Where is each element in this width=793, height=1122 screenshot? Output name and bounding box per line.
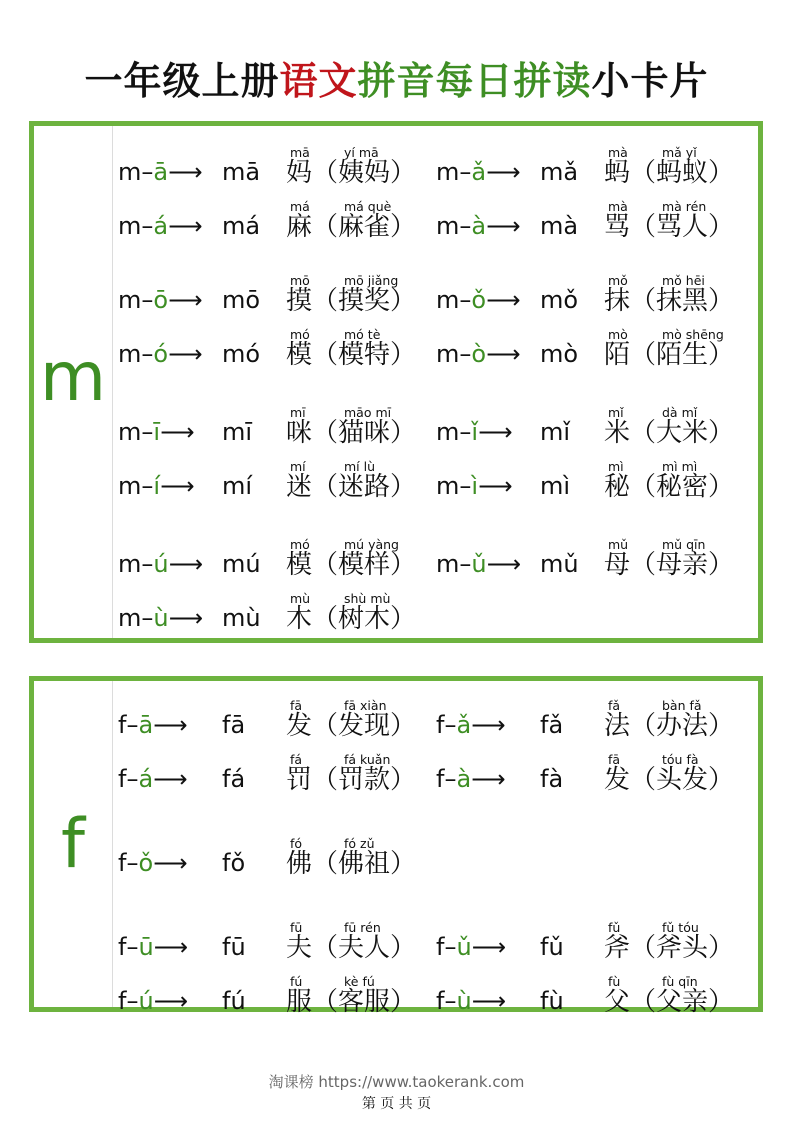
arrow-icon: ⟶ (153, 933, 189, 961)
spelling-formula (436, 288, 520, 312)
word-pinyin: mǔ qīn (662, 536, 706, 552)
example-char: 模 (286, 340, 313, 370)
example-char: 摸 (286, 286, 313, 316)
initial-consonant: m (118, 212, 142, 240)
spelling-formula (436, 935, 506, 959)
spelling-formula (436, 989, 506, 1013)
pinyin-entry (118, 691, 438, 739)
example-char: 夫 (286, 933, 313, 963)
word-pinyin: mì mì (662, 458, 698, 474)
char-pinyin: mà (608, 198, 628, 214)
syllable: fǒ (222, 849, 246, 877)
arrow-icon: ⟶ (160, 472, 195, 500)
arrow-icon: ⟶ (168, 604, 204, 632)
dash-separator: – (459, 158, 472, 186)
pinyin-entry (118, 266, 438, 314)
example-word: （陌生） (630, 340, 735, 370)
arrow-icon: ⟶ (471, 711, 506, 739)
arrow-icon: ⟶ (486, 286, 521, 314)
initial-letter-m: m (39, 338, 107, 417)
footer-site-link[interactable]: 淘课榜 https://www.taokerank.com (268, 1073, 525, 1091)
example-word: （摸奖） (312, 286, 417, 316)
toned-vowel: ǒ (138, 849, 154, 877)
syllable: fú (222, 987, 246, 1015)
char-pinyin: mō (290, 272, 310, 288)
char-pinyin: fā (290, 697, 303, 713)
pinyin-entry (436, 967, 756, 1015)
example-char: 迷 (286, 472, 313, 502)
spelling-formula (118, 288, 202, 312)
initial-consonant: f (436, 987, 445, 1015)
word-pinyin: fā xiàn (344, 697, 387, 713)
syllable: má (222, 212, 261, 240)
toned-vowel: à (456, 765, 472, 793)
word-pinyin: mó tè (344, 326, 381, 342)
syllable: mǐ (540, 418, 571, 446)
example-word: （父亲） (630, 987, 735, 1017)
spelling-formula (118, 342, 202, 366)
example-word: （迷路） (312, 472, 417, 502)
word-pinyin: bàn fǎ (662, 697, 702, 713)
initial-consonant: m (118, 472, 142, 500)
word-pinyin: fǔ tóu (662, 919, 699, 935)
example-word: （母亲） (630, 550, 735, 580)
example-word: （罚款） (312, 765, 417, 795)
card-divider (112, 681, 113, 1007)
arrow-icon: ⟶ (153, 711, 188, 739)
initial-consonant: f (436, 765, 445, 793)
arrow-icon: ⟶ (478, 472, 513, 500)
example-char: 米 (604, 418, 631, 448)
spelling-formula (118, 767, 188, 791)
arrow-icon: ⟶ (153, 765, 188, 793)
word-pinyin: shù mù (344, 590, 391, 606)
syllable: mǒ (540, 286, 579, 314)
arrow-icon: ⟶ (486, 340, 521, 368)
spelling-formula (118, 420, 194, 444)
word-pinyin: mú yàng (344, 536, 399, 552)
arrow-icon: ⟶ (168, 212, 203, 240)
example-word: （秘密） (630, 472, 735, 502)
dash-separator: – (141, 418, 154, 446)
spelling-formula (118, 214, 203, 238)
example-word: （树木） (312, 604, 417, 634)
spelling-formula (118, 989, 188, 1013)
toned-vowel: ū (138, 933, 154, 961)
example-word: （抹黑） (630, 286, 735, 316)
dash-separator: – (141, 604, 154, 632)
initial-consonant: f (118, 987, 127, 1015)
example-char: 发 (604, 765, 631, 795)
initial-letter-f: f (61, 805, 85, 884)
dash-separator: – (141, 158, 154, 186)
dash-separator: – (459, 212, 472, 240)
toned-vowel: á (153, 212, 169, 240)
dash-separator: – (126, 711, 139, 739)
spelling-formula (118, 713, 188, 737)
example-word: （麻雀） (312, 212, 417, 242)
dash-separator: – (444, 765, 457, 793)
arrow-icon: ⟶ (168, 340, 203, 368)
arrow-icon: ⟶ (168, 550, 204, 578)
dash-separator: – (126, 933, 139, 961)
initial-consonant: m (436, 340, 460, 368)
toned-vowel: ú (153, 550, 169, 578)
pinyin-entry (118, 192, 438, 240)
card-divider (112, 126, 113, 638)
spelling-formula (436, 767, 506, 791)
char-pinyin: mò (608, 326, 628, 342)
spelling-formula (118, 851, 188, 875)
syllable: mā (222, 158, 261, 186)
initial-consonant: f (118, 765, 127, 793)
toned-vowel: ù (456, 987, 472, 1015)
char-pinyin: fá (290, 751, 303, 767)
word-pinyin: mǎ yǐ (662, 144, 697, 160)
syllable: fù (540, 987, 564, 1015)
arrow-icon: ⟶ (478, 418, 513, 446)
toned-vowel: ì (471, 472, 479, 500)
pinyin-entry (118, 398, 438, 446)
dash-separator: – (126, 987, 139, 1015)
toned-vowel: ǎ (471, 158, 487, 186)
char-pinyin: mǐ (608, 404, 624, 420)
arrow-icon: ⟶ (168, 158, 203, 186)
initial-consonant: m (118, 418, 142, 446)
example-word: （骂人） (630, 212, 735, 242)
initial-consonant: m (436, 550, 460, 578)
syllable: fà (540, 765, 564, 793)
dash-separator: – (459, 418, 472, 446)
toned-vowel: ā (153, 158, 169, 186)
char-pinyin: fā (608, 751, 621, 767)
word-pinyin: mà rén (662, 198, 707, 214)
syllable: mí (222, 472, 253, 500)
title-part-card: 小卡片 (591, 59, 709, 103)
dash-separator: – (141, 286, 154, 314)
pinyin-entry (118, 138, 438, 186)
dash-separator: – (444, 933, 457, 961)
spelling-formula (118, 552, 203, 576)
arrow-icon: ⟶ (160, 418, 195, 446)
initial-consonant: m (436, 212, 460, 240)
initial-consonant: f (436, 933, 445, 961)
arrow-icon: ⟶ (471, 765, 506, 793)
initial-consonant: m (118, 158, 142, 186)
syllable: mà (540, 212, 579, 240)
char-pinyin: mā (290, 144, 310, 160)
title-part-grade: 一年级上册 (84, 59, 280, 103)
pinyin-entry (118, 829, 438, 877)
syllable: mó (222, 340, 261, 368)
example-char: 陌 (604, 340, 631, 370)
word-pinyin: má què (344, 198, 392, 214)
pinyin-entry (118, 584, 438, 632)
syllable: mò (540, 340, 579, 368)
arrow-icon: ⟶ (153, 849, 188, 877)
toned-vowel: ó (153, 340, 169, 368)
initial-consonant: m (118, 604, 142, 632)
pinyin-entry (436, 691, 756, 739)
word-pinyin: māo mī (344, 404, 392, 420)
char-pinyin: fù (608, 973, 621, 989)
pinyin-entry (436, 452, 756, 500)
initial-consonant: f (118, 849, 127, 877)
example-word: （斧头） (630, 933, 735, 963)
word-pinyin: dà mǐ (662, 404, 698, 420)
initial-consonant: m (436, 472, 460, 500)
arrow-icon: ⟶ (153, 987, 189, 1015)
dash-separator: – (459, 550, 472, 578)
example-word: （客服） (312, 987, 417, 1017)
example-char: 咪 (286, 418, 313, 448)
char-pinyin: mì (608, 458, 624, 474)
initial-consonant: m (436, 418, 460, 446)
syllable: mú (222, 550, 261, 578)
example-word: （佛祖） (312, 849, 417, 879)
title-part-subject: 语文 (279, 59, 358, 103)
toned-vowel: ù (153, 604, 169, 632)
char-pinyin: mǔ (608, 536, 629, 552)
initial-consonant: m (118, 340, 142, 368)
arrow-icon: ⟶ (486, 550, 522, 578)
example-word: （夫人） (312, 933, 417, 963)
word-pinyin: fū rén (344, 919, 381, 935)
example-char: 佛 (286, 849, 313, 879)
example-word: （头发） (630, 765, 735, 795)
pinyin-entry (118, 745, 438, 793)
example-char: 父 (604, 987, 631, 1017)
pinyin-entry (436, 138, 756, 186)
dash-separator: – (444, 987, 457, 1015)
toned-vowel: ú (138, 987, 154, 1015)
char-pinyin: mà (608, 144, 628, 160)
toned-vowel: à (471, 212, 487, 240)
syllable: mù (222, 604, 261, 632)
spelling-formula (118, 160, 203, 184)
pinyin-entry (118, 913, 438, 961)
syllable: mō (222, 286, 261, 314)
toned-vowel: í (153, 472, 161, 500)
spelling-formula (436, 552, 521, 576)
syllable: fā (222, 711, 246, 739)
spelling-formula (436, 713, 506, 737)
dash-separator: – (141, 212, 154, 240)
pinyin-entry (436, 745, 756, 793)
toned-vowel: ǒ (471, 286, 487, 314)
char-pinyin: fǎ (608, 697, 621, 713)
footer-page-number: 第 页 共 页 (361, 1096, 432, 1112)
syllable: mì (540, 472, 571, 500)
word-pinyin: kè fú (344, 973, 375, 989)
toned-vowel: ǔ (456, 933, 472, 961)
pinyin-entry (118, 320, 438, 368)
dash-separator: – (459, 286, 472, 314)
toned-vowel: ǎ (456, 711, 472, 739)
example-char: 法 (604, 711, 631, 741)
spelling-formula (436, 342, 520, 366)
spelling-formula (118, 606, 203, 630)
syllable: fǎ (540, 711, 564, 739)
char-pinyin: mù (290, 590, 311, 606)
initial-consonant: m (436, 158, 460, 186)
toned-vowel: ǐ (471, 418, 479, 446)
word-pinyin: fá kuǎn (344, 751, 391, 767)
page-title (0, 50, 793, 105)
arrow-icon: ⟶ (471, 987, 507, 1015)
char-pinyin: mǒ (608, 272, 628, 288)
example-char: 母 (604, 550, 631, 580)
dash-separator: – (459, 472, 472, 500)
pinyin-entry (118, 452, 438, 500)
spelling-formula (436, 160, 521, 184)
example-char: 模 (286, 550, 313, 580)
dash-separator: – (444, 711, 457, 739)
char-pinyin: fū (290, 919, 303, 935)
word-pinyin: mǒ hēi (662, 272, 705, 288)
example-char: 抹 (604, 286, 631, 316)
spelling-formula (118, 474, 194, 498)
dash-separator: – (141, 472, 154, 500)
char-pinyin: mī (290, 404, 306, 420)
toned-vowel: ī (153, 418, 161, 446)
initial-consonant: m (436, 286, 460, 314)
pinyin-card-f (29, 676, 763, 1017)
pinyin-entry (436, 913, 756, 961)
initial-consonant: f (436, 711, 445, 739)
syllable: mǔ (540, 550, 579, 578)
arrow-icon: ⟶ (486, 212, 521, 240)
pinyin-card-m (29, 121, 763, 643)
word-pinyin: yí mā (344, 144, 379, 160)
dash-separator: – (126, 765, 139, 793)
syllable: fǔ (540, 933, 564, 961)
example-word: （蚂蚁） (630, 158, 735, 188)
pinyin-entry (436, 192, 756, 240)
example-char: 斧 (604, 933, 631, 963)
pinyin-entry (436, 398, 756, 446)
initial-consonant: m (118, 286, 142, 314)
example-char: 发 (286, 711, 313, 741)
spelling-formula (118, 935, 188, 959)
char-pinyin: mí (290, 458, 306, 474)
pinyin-entry (118, 967, 438, 1015)
example-word: （姨妈） (312, 158, 417, 188)
initial-consonant: f (118, 933, 127, 961)
example-word: （模样） (312, 550, 417, 580)
syllable: mǎ (540, 158, 579, 186)
toned-vowel: ā (138, 711, 154, 739)
arrow-icon: ⟶ (168, 286, 203, 314)
pinyin-entry (436, 530, 756, 578)
toned-vowel: ò (471, 340, 487, 368)
example-word: （发现） (312, 711, 417, 741)
example-word: （大米） (630, 418, 735, 448)
example-char: 蚂 (604, 158, 631, 188)
char-pinyin: mó (290, 326, 310, 342)
toned-vowel: á (138, 765, 154, 793)
toned-vowel: ō (153, 286, 169, 314)
word-pinyin: mō jiǎng (344, 272, 399, 288)
arrow-icon: ⟶ (486, 158, 521, 186)
title-part-topic: 拼音每日拼读 (357, 59, 592, 103)
word-pinyin: fó zǔ (344, 835, 375, 851)
char-pinyin: fú (290, 973, 303, 989)
char-pinyin: fó (290, 835, 303, 851)
example-word: （猫咪） (312, 418, 417, 448)
char-pinyin: mó (290, 536, 310, 552)
example-char: 麻 (286, 212, 313, 242)
char-pinyin: fǔ (608, 919, 621, 935)
example-char: 妈 (286, 158, 313, 188)
dash-separator: – (141, 340, 154, 368)
word-pinyin: tóu fà (662, 751, 699, 767)
example-char: 罚 (286, 765, 313, 795)
initial-consonant: f (118, 711, 127, 739)
example-word: （模特） (312, 340, 417, 370)
example-char: 木 (286, 604, 313, 634)
pinyin-entry (436, 320, 756, 368)
initial-consonant: m (118, 550, 142, 578)
word-pinyin: mí lù (344, 458, 376, 474)
arrow-icon: ⟶ (471, 933, 507, 961)
syllable: fá (222, 765, 246, 793)
spelling-formula (436, 214, 521, 238)
toned-vowel: ǔ (471, 550, 487, 578)
pinyin-entry (118, 530, 438, 578)
example-char: 服 (286, 987, 313, 1017)
example-word: （办法） (630, 711, 735, 741)
example-char: 骂 (604, 212, 631, 242)
word-pinyin: mò shēng (662, 326, 724, 342)
spelling-formula (436, 420, 512, 444)
dash-separator: – (141, 550, 154, 578)
dash-separator: – (126, 849, 139, 877)
spelling-formula (436, 474, 512, 498)
dash-separator: – (459, 340, 472, 368)
char-pinyin: má (290, 198, 310, 214)
word-pinyin: fù qīn (662, 973, 698, 989)
example-char: 秘 (604, 472, 631, 502)
syllable: fū (222, 933, 246, 961)
pinyin-entry (436, 266, 756, 314)
syllable: mī (222, 418, 253, 446)
